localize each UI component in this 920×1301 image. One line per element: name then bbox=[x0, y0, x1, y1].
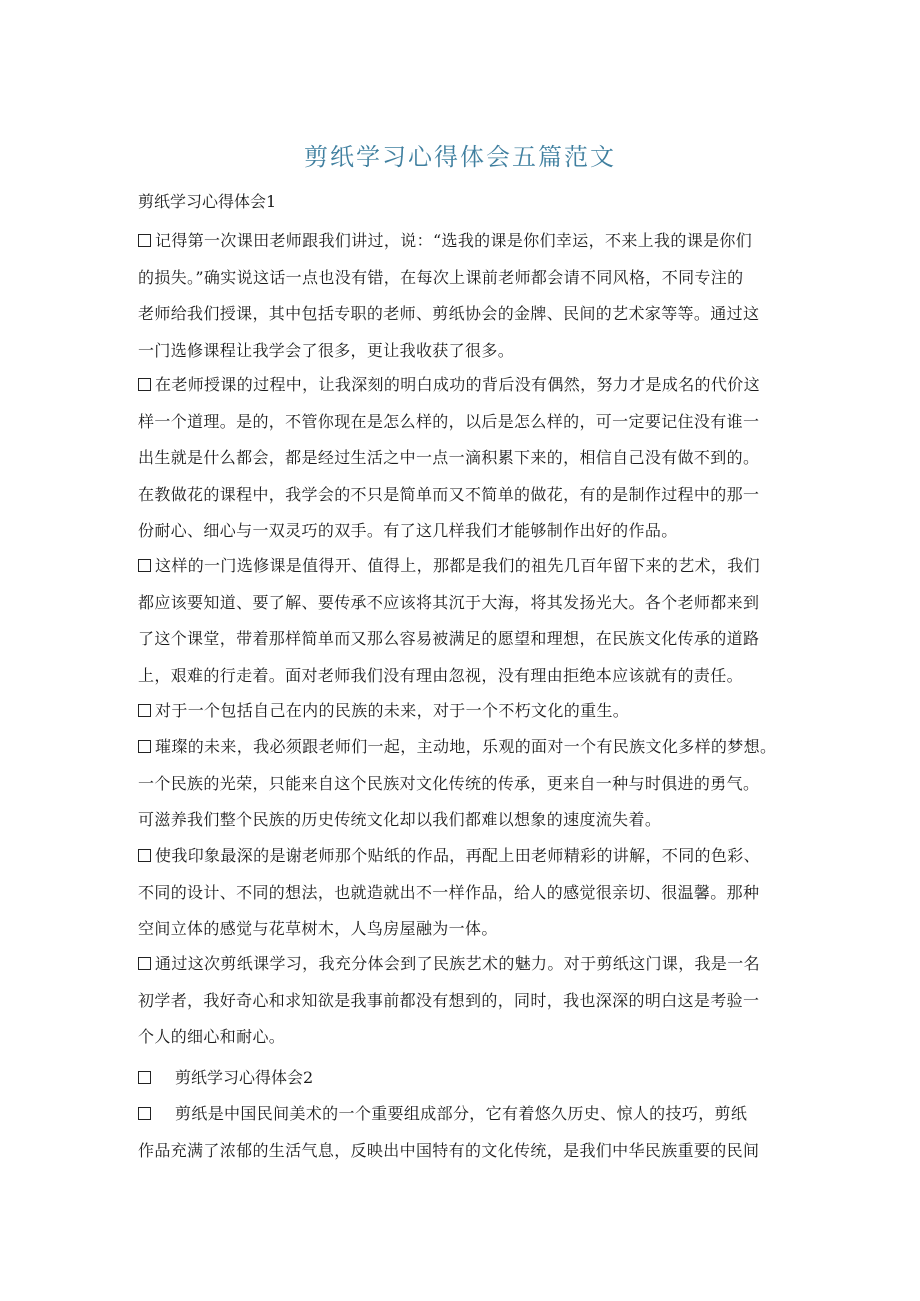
paragraph-line: 在教做花的课程中，我学会的不只是简单而又不简单的做花，有的是制作过程中的那一 bbox=[138, 484, 760, 504]
missing-glyph-box-icon bbox=[138, 1071, 151, 1084]
paragraph-3 bbox=[138, 556, 788, 702]
paragraph-2 bbox=[138, 375, 788, 558]
paragraph-section2 bbox=[138, 1104, 788, 1177]
paragraph-line bbox=[138, 701, 788, 738]
missing-glyph-box-icon bbox=[138, 740, 151, 753]
line-text: 记得第一次课田老师跟我们讲过，说：“选我的课是你们幸运，不来上我的课是你们 bbox=[155, 231, 753, 250]
paragraph-line: 都应该要知道、要了解、要传承不应该将其沉于大海，将其发扬光大。各个老师都来到 bbox=[138, 592, 760, 612]
paragraph-line bbox=[138, 737, 788, 774]
paragraph-6 bbox=[138, 846, 788, 956]
section-heading-2 bbox=[138, 1068, 313, 1088]
paragraph-line: 不同的设计、不同的想法，也就造就出不一样作品，给人的感觉很亲切、很温馨。那种 bbox=[138, 882, 760, 902]
line-text: 剪纸是中国民间美术的一个重要组成部分，它有着悠久历史、惊人的技巧，剪纸 bbox=[175, 1104, 748, 1123]
paragraph-line: 一门选修课程让我学会了很多，更让我收获了很多。 bbox=[138, 340, 515, 360]
paragraph-line bbox=[138, 954, 788, 991]
paragraph-line: 一个民族的光荣，只能来自这个民族对文化传统的传承，更来自一种与时俱进的勇气。 bbox=[138, 773, 760, 793]
line-text: 这样的一门选修课是值得开、值得上，那都是我们的祖先几百年留下来的艺术，我们 bbox=[155, 556, 760, 575]
paragraph-line: 样一个道理。是的，不管你现在是怎么样的，以后是怎么样的，可一定要记住没有谁一 bbox=[138, 411, 760, 431]
paragraph-line: 可滋养我们整个民族的历史传统文化却以我们都难以想象的速度流失着。 bbox=[138, 810, 662, 829]
paragraph-line: 出生就是什么都会，都是经过生活之中一点一滴积累下来的，相信自己没有做不到的。 bbox=[138, 448, 760, 467]
line-text: 通过这次剪纸课学习，我充分体会到了民族艺术的魅力。对于剪纸这门课，我是一名 bbox=[155, 954, 760, 973]
paragraph-line bbox=[138, 375, 788, 412]
paragraph-5 bbox=[138, 737, 788, 847]
paragraph-line: 个人的细心和耐心。 bbox=[138, 1027, 286, 1046]
line-text: 使我印象最深的是谢老师那个贴纸的作品，再配上田老师精彩的讲解，不同的色彩、 bbox=[155, 846, 760, 865]
paragraph-4 bbox=[138, 701, 788, 738]
paragraph-line: 老师给我们授课，其中包括专职的老师、剪纸协会的金牌、民间的艺术家等等。通过这 bbox=[138, 304, 760, 323]
document-title: 剪纸学习心得体会五篇范文 bbox=[304, 143, 616, 171]
missing-glyph-box-icon bbox=[138, 957, 151, 970]
line-text: 对于一个包括自己在内的民族的未来，对于一个不朽文化的重生。 bbox=[155, 701, 630, 720]
paragraph-line bbox=[138, 231, 788, 268]
paragraph-line: 初学者，我好奇心和求知欲是我事前都没有想到的，同时，我也深深的明白这是考验一 bbox=[138, 990, 760, 1010]
line-text: 璀璨的未来，我必须跟老师们一起，主动地，乐观的面对一个有民族文化多样的梦想。 bbox=[155, 737, 777, 756]
paragraph-7 bbox=[138, 954, 788, 1064]
paragraph-line: 作品充满了浓郁的生活气息，反映出中国特有的文化传统，是我们中华民族重要的民间 bbox=[138, 1140, 760, 1160]
section-heading-1: 剪纸学习心得体会1 bbox=[138, 192, 277, 211]
missing-glyph-box-icon bbox=[138, 1107, 151, 1120]
paragraph-line bbox=[138, 1104, 788, 1141]
missing-glyph-box-icon bbox=[138, 378, 151, 391]
paragraph-line bbox=[138, 846, 788, 883]
paragraph-line: 上，艰难的行走着。面对老师我们没有理由忽视，没有理由拒绝本应该就有的责任。 bbox=[138, 665, 743, 685]
paragraph-line: 了这个课堂，带着那样简单而又那么容易被满足的愿望和理想，在民族文化传承的道路 bbox=[138, 629, 760, 648]
missing-glyph-box-icon bbox=[138, 849, 151, 862]
missing-glyph-box-icon bbox=[138, 559, 151, 572]
missing-glyph-box-icon bbox=[138, 704, 151, 717]
paragraph-line bbox=[138, 556, 788, 593]
line-text: 在老师授课的过程中，让我深刻的明白成功的背后没有偶然，努力才是成名的代价这 bbox=[155, 375, 760, 394]
missing-glyph-box-icon bbox=[138, 234, 151, 247]
paragraph-line: 的损失。”确实说这话一点也没有错，在每次上课前老师都会请不同风格，不同专注的 bbox=[138, 267, 744, 287]
paragraph-line: 空间立体的感觉与花草树木，人鸟房屋融为一体。 bbox=[138, 919, 498, 938]
paragraph-1 bbox=[138, 231, 788, 377]
paragraph-line: 份耐心、细心与一双灵巧的双手。有了这几样我们才能够制作出好的作品。 bbox=[138, 521, 678, 540]
heading-text: 剪纸学习心得体会2 bbox=[175, 1068, 314, 1087]
